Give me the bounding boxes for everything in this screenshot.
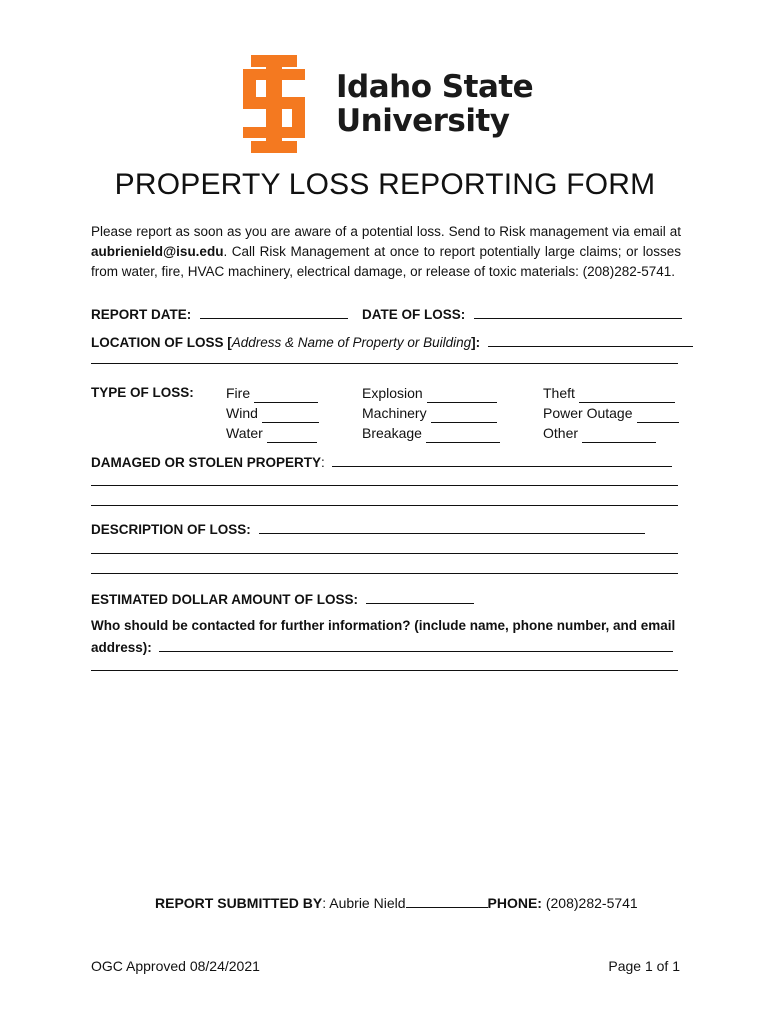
description-label: DESCRIPTION OF LOSS: — [91, 522, 251, 537]
damaged-property-line-2[interactable] — [91, 485, 678, 486]
loss-type-other[interactable]: Other — [543, 423, 679, 443]
report-date-field[interactable] — [200, 305, 348, 319]
contact-question-line-2 — [91, 638, 673, 655]
report-date-row — [91, 305, 348, 322]
description-line-2[interactable] — [91, 553, 678, 554]
type-of-loss-label: TYPE OF LOSS: — [91, 385, 194, 400]
isu-logo — [243, 55, 533, 155]
loss-types-col-1 — [226, 383, 319, 443]
damaged-property-field[interactable] — [332, 453, 672, 467]
date-of-loss-field[interactable] — [474, 305, 682, 319]
damaged-property-line-3[interactable] — [91, 505, 678, 506]
isu-logo-mark-icon — [243, 55, 305, 153]
location-bracket-open: [ — [227, 335, 232, 350]
intro-text-2: . Call Risk Management at once to report potentially large claims; or losses from water, fire, HVAC machinery, electrical damage, or release of toxic materials: (208)282-5741. — [91, 244, 681, 279]
estimated-amount-row — [91, 590, 474, 607]
description-line-3[interactable] — [91, 573, 678, 574]
loss-type-fire[interactable]: Fire — [226, 383, 319, 403]
contact-question-line-1: Who should be contacted for further information? (include name, phone number, and email — [91, 618, 676, 633]
location-row — [91, 333, 693, 350]
location-bracket-close: ]: — [471, 335, 481, 350]
damaged-property-label: DAMAGED OR STOLEN PROPERTY — [91, 455, 322, 470]
intro-text-1: Please report as soon as you are aware of a potential loss. Send to Risk management via email at — [91, 224, 681, 239]
phone-value: (208)282-5741 — [545, 895, 638, 911]
estimated-amount-label: ESTIMATED DOLLAR AMOUNT OF LOSS: — [91, 592, 358, 607]
phone-label: PHONE: — [487, 895, 542, 911]
form-title: PROPERTY LOSS REPORTING FORM — [114, 168, 656, 201]
intro-paragraph — [91, 222, 681, 282]
footer-page-number: Page 1 of 1 — [608, 958, 680, 974]
submitted-by-row: REPORT SUBMITTED BY: Aubrie Nield PHONE: (208)282-5741 — [155, 895, 638, 911]
loss-type-theft[interactable]: Theft — [543, 383, 679, 403]
damaged-property-row: DAMAGED OR STOLEN PROPERTY: — [91, 453, 672, 470]
loss-types-col-2 — [362, 383, 500, 443]
risk-email-link[interactable]: aubrienield@isu.edu — [91, 244, 224, 259]
loss-type-wind[interactable]: Wind — [226, 403, 319, 423]
submitted-by-label: REPORT SUBMITTED BY — [155, 895, 323, 911]
contact-line-2[interactable] — [91, 670, 678, 671]
loss-type-power-outage[interactable]: Power Outage — [543, 403, 679, 423]
contact-field[interactable] — [159, 638, 673, 652]
loss-type-water[interactable]: Water — [226, 423, 319, 443]
report-date-label: REPORT DATE: — [91, 307, 192, 322]
loss-types-col-3 — [543, 383, 679, 443]
loss-type-machinery[interactable]: Machinery — [362, 403, 500, 423]
location-hint: Address & Name of Property or Building — [231, 335, 472, 350]
estimated-amount-field[interactable] — [366, 590, 474, 604]
description-field[interactable] — [259, 520, 645, 534]
logo-line-university: University — [336, 103, 510, 139]
footer-approval: OGC Approved 08/24/2021 — [91, 958, 260, 974]
date-of-loss-row — [362, 305, 682, 322]
loss-type-breakage[interactable]: Breakage — [362, 423, 500, 443]
loss-type-explosion[interactable]: Explosion — [362, 383, 500, 403]
submitted-by-underline — [406, 894, 488, 908]
location-label: LOCATION OF LOSS — [91, 335, 228, 350]
submitted-by-name: Aubrie Nield — [329, 895, 406, 911]
contact-address-label: address): — [91, 640, 152, 655]
date-of-loss-label: DATE OF LOSS: — [362, 307, 466, 322]
location-field[interactable] — [488, 333, 693, 347]
location-line-2[interactable] — [91, 363, 678, 364]
logo-line-idaho-state: Idaho State — [336, 69, 534, 105]
description-row — [91, 520, 645, 537]
